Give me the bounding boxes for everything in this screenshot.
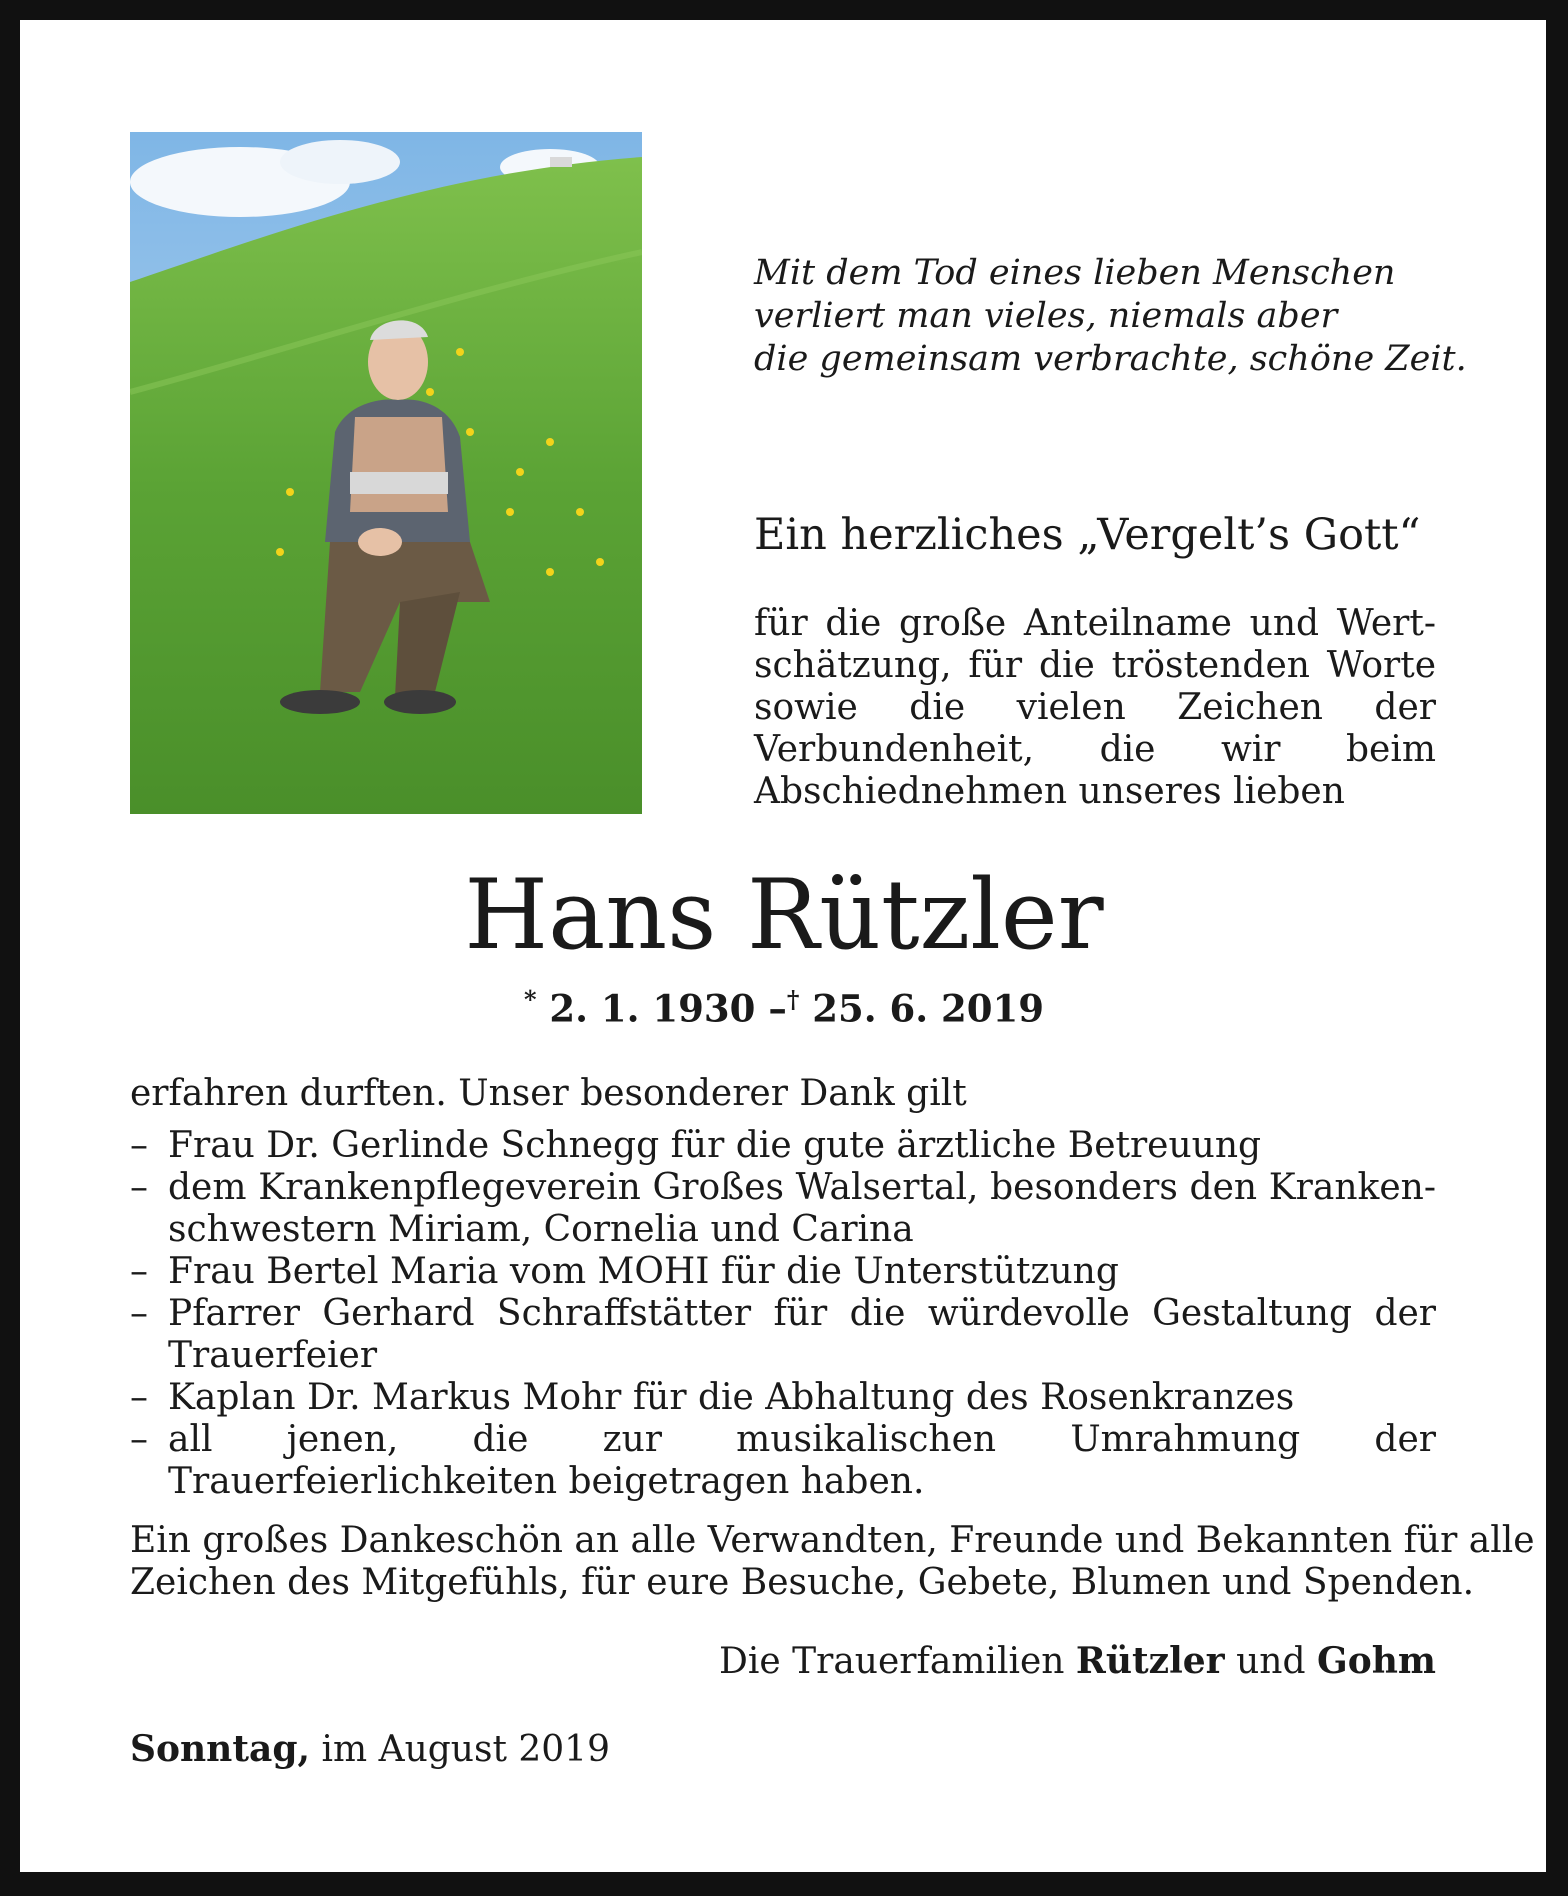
footer-date xyxy=(130,1728,610,1770)
list-dash: – xyxy=(130,1125,148,1166)
footer-text: im August 2019 xyxy=(321,1729,610,1770)
family-name-1: Rützler xyxy=(1075,1640,1225,1682)
closing-line: Ein großes Dankeschön an alle Verwandten, Freunde und Bekannten für alle xyxy=(130,1520,1535,1561)
list-item xyxy=(130,1377,1436,1419)
deceased-name: Hans Rützler xyxy=(464,859,1104,971)
list-item xyxy=(130,1251,1436,1293)
intro-text: erfahren durften. Unser besonderer Dank gilt xyxy=(130,1073,967,1114)
list-item-text: Kaplan Dr. Markus Mohr für die Abhaltung des Rosenkranzes xyxy=(168,1377,1295,1418)
list-item-text: Frau Dr. Gerlinde Schnegg für die gute ärztliche Betreuung xyxy=(168,1125,1262,1166)
closing-line: Zeichen des Mitgefühls, für eure Besuche, Gebete, Blumen und Spenden. xyxy=(130,1562,1475,1603)
signature-joiner: und xyxy=(1236,1641,1306,1682)
footer-day: Sonntag, xyxy=(130,1728,311,1770)
birth-symbol: * xyxy=(523,985,537,1014)
memorial-quote xyxy=(754,252,1474,381)
death-symbol: † xyxy=(786,985,800,1014)
list-item-text: dem Krankenpflegeverein Großes Walsertal, besonders den Krankenschwestern Miriam, Cornelia und Carina xyxy=(168,1167,1436,1250)
portrait-photo xyxy=(130,132,642,814)
list-item xyxy=(130,1293,1436,1377)
list-dash: – xyxy=(130,1419,148,1460)
list-dash: – xyxy=(130,1293,148,1334)
family-name-2: Gohm xyxy=(1316,1640,1436,1682)
thanks-list xyxy=(130,1125,1436,1503)
list-item xyxy=(130,1167,1436,1251)
family-signature xyxy=(719,1640,1436,1682)
list-dash: – xyxy=(130,1251,148,1292)
closing-thanks xyxy=(130,1520,1535,1604)
quote-line: verliert man vieles, niemals aber xyxy=(754,296,1338,336)
thanks-heading: Ein herzliches „Vergelt’s Gott“ xyxy=(754,510,1421,560)
list-item xyxy=(130,1419,1436,1503)
list-item-text: all jenen, die zur musikalischen Umrahmung der Trauerfeierlichkeiten beigetragen haben. xyxy=(168,1419,1436,1502)
quote-line: Mit dem Tod eines lieben Menschen xyxy=(754,253,1396,293)
thanks-paragraph: für die große Anteilname und Wertschätzung, für die tröstenden Worte sowie die vielen Zeichen der Verbundenheit, die wir beim Abschiednehmen unseres lieben xyxy=(754,603,1436,812)
list-dash: – xyxy=(130,1167,148,1208)
date-separator: – xyxy=(768,986,787,1031)
list-dash: – xyxy=(130,1377,148,1418)
death-date: 25. 6. 2019 xyxy=(812,986,1045,1031)
list-item-text: Pfarrer Gerhard Schraffstätter für die würdevolle Gestaltung der Trauerfeier xyxy=(168,1293,1436,1376)
quote-line: die gemeinsam verbrachte, schöne Zeit. xyxy=(754,339,1467,379)
list-item-text: Frau Bertel Maria vom MOHI für die Unterstützung xyxy=(168,1251,1119,1292)
life-dates xyxy=(0,985,1568,1030)
birth-date: 2. 1. 1930 xyxy=(549,986,756,1031)
signature-prefix: Die Trauerfamilien xyxy=(719,1641,1065,1682)
list-item xyxy=(130,1125,1436,1167)
